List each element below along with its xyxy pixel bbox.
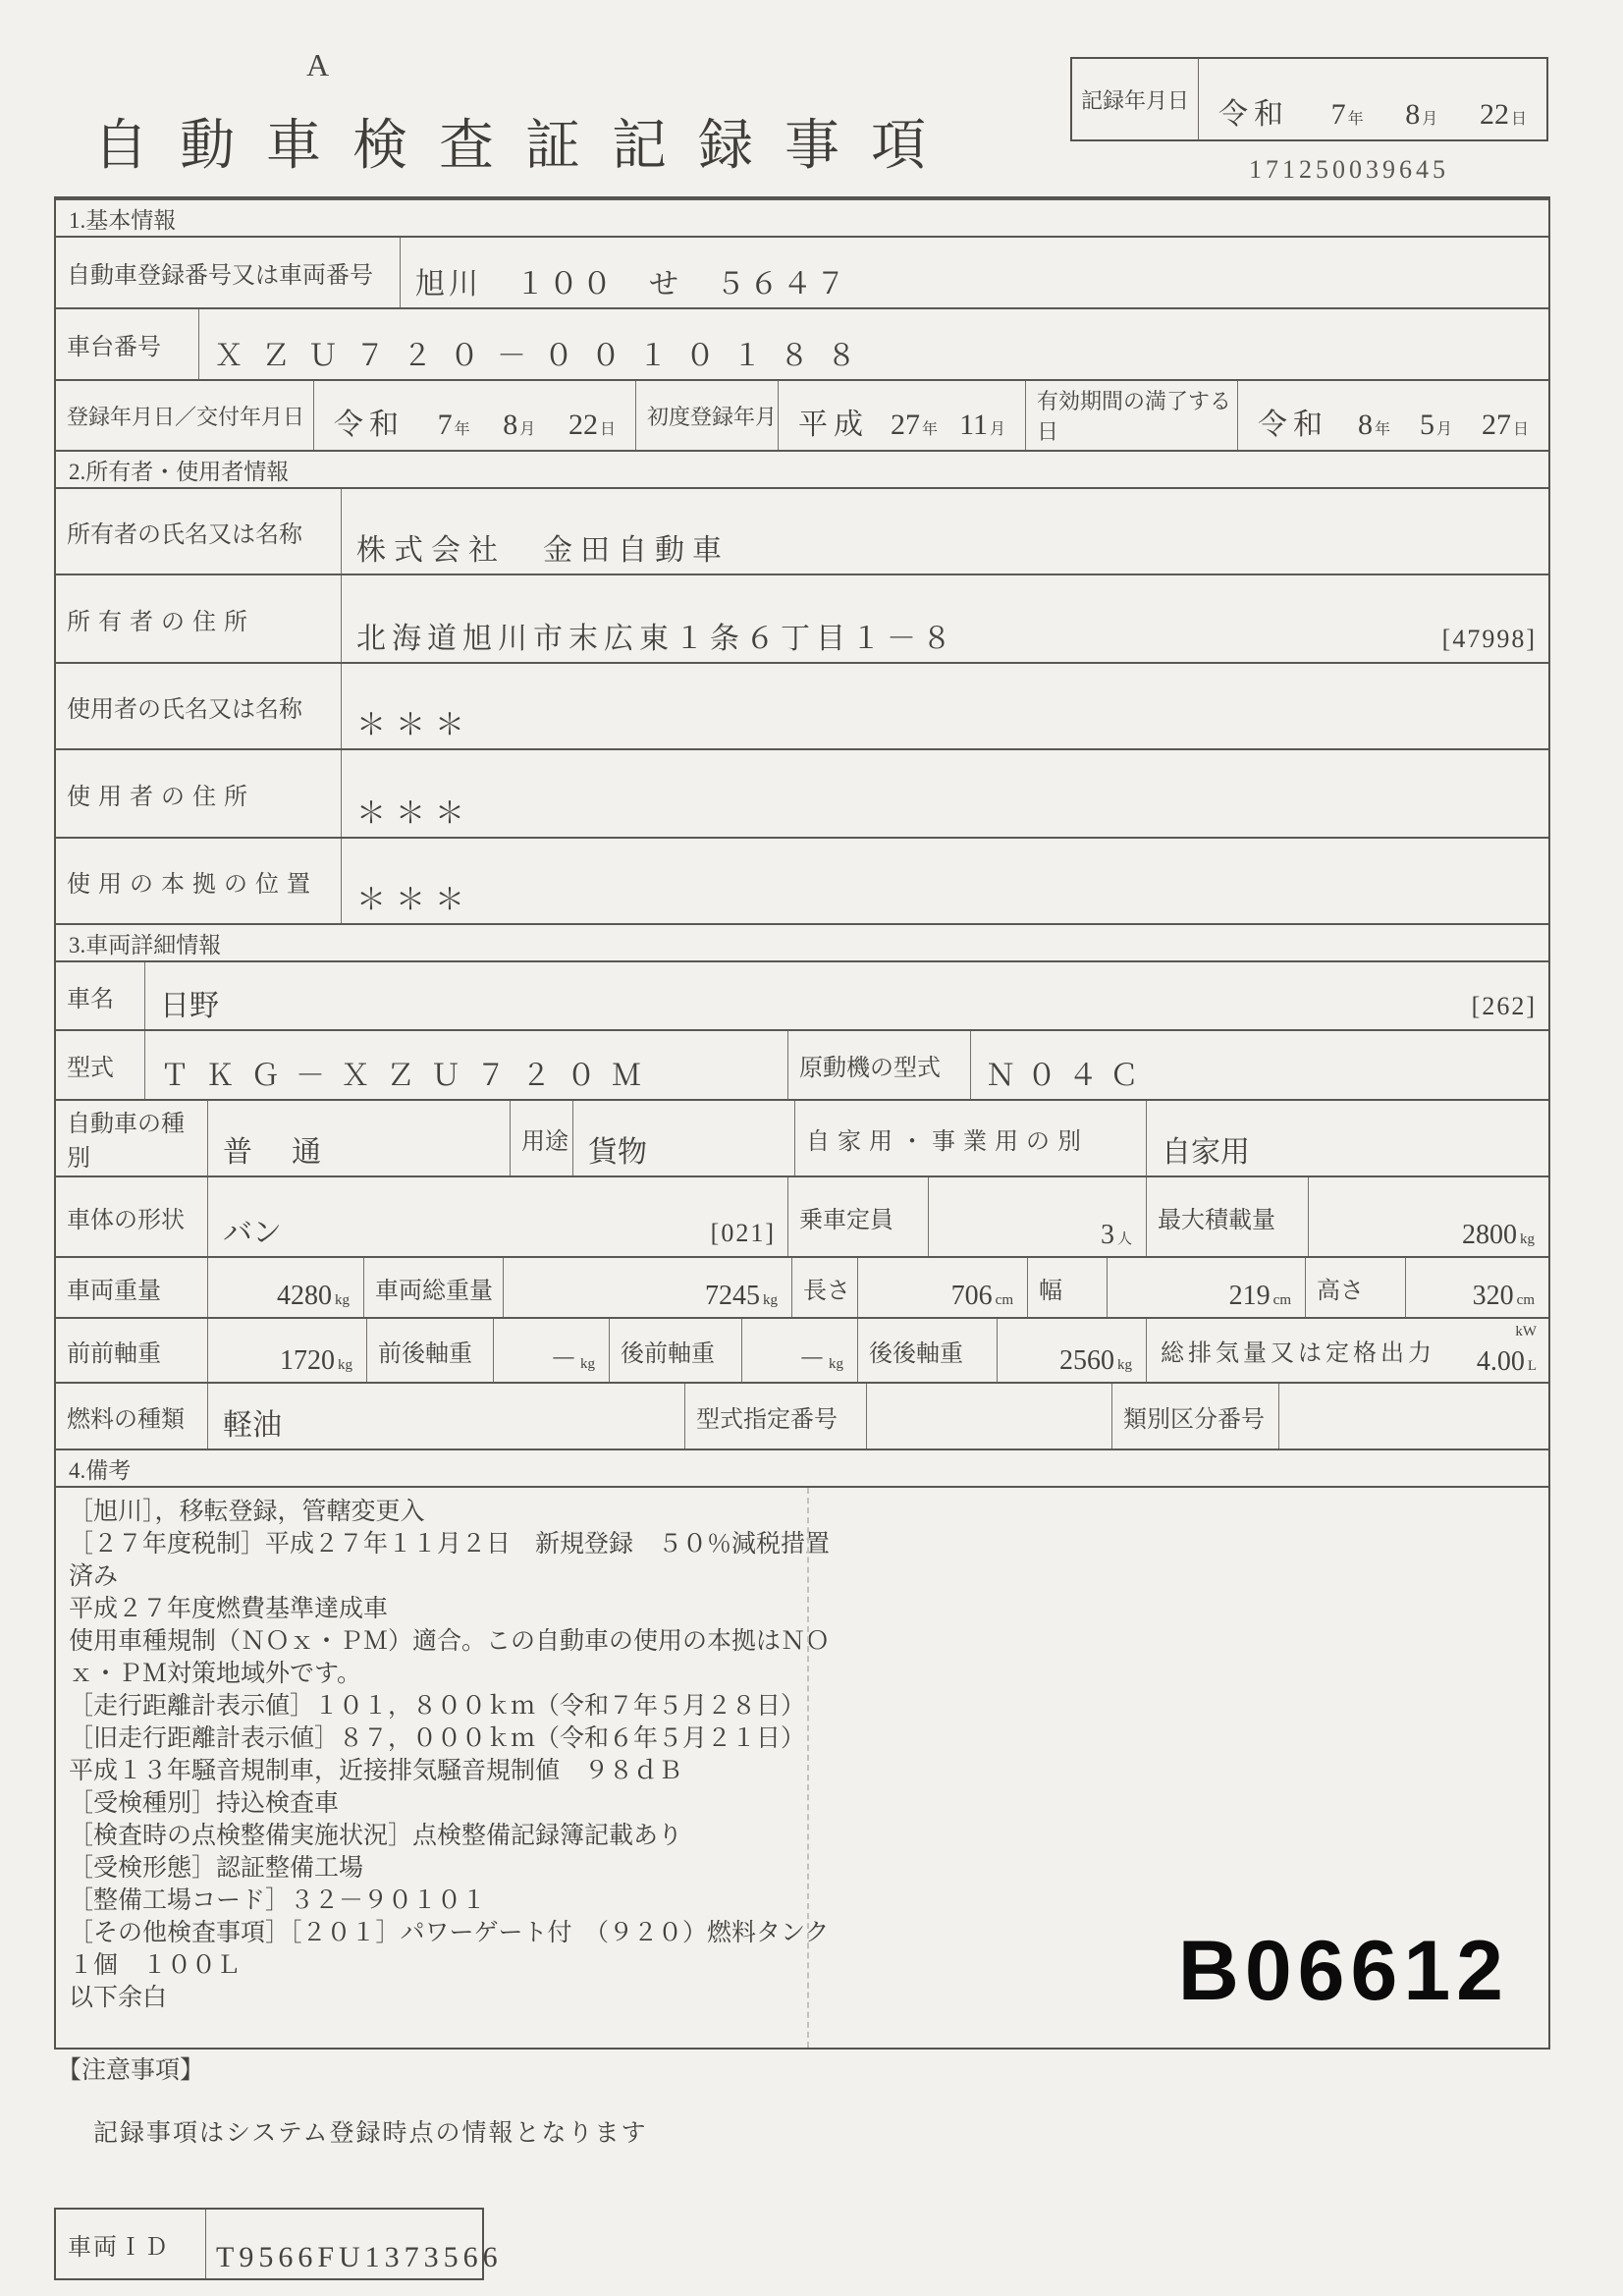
row-user-name: [56, 662, 1548, 748]
axle-front-rear-label: 前後軸重: [366, 1319, 493, 1382]
stamp-code: B06612: [1177, 1924, 1509, 2018]
record-date-value: [1199, 59, 1546, 139]
category-cell: [207, 1101, 510, 1175]
notice-heading: 【注意事項】: [57, 2057, 205, 2084]
body-shape-value: バン: [223, 1217, 282, 1249]
vehicle-id-cell: [206, 2210, 503, 2278]
record-date-year: 7 年: [1330, 98, 1364, 131]
length-label: 長さ: [791, 1258, 857, 1317]
record-date-label: 記録年月日: [1072, 59, 1199, 139]
user-name-value: ＊＊＊: [356, 709, 474, 741]
remark-line: ［旧走行距離計表示値］８７，０００ｋｍ（令和６年５月２１日）: [69, 1725, 806, 1752]
model-cell: [144, 1031, 787, 1099]
use-label: 用途: [510, 1101, 572, 1175]
height-cell: [1405, 1258, 1548, 1317]
remark-line: ［２７年度税制］平成２７年１１月２日 新規登録 ５０％減税措置済み: [69, 1531, 831, 1590]
first-registration-label: 初度登録年月: [635, 381, 778, 450]
engine-model-label: 原動機の型式: [787, 1031, 970, 1099]
max-load-cell: [1308, 1177, 1548, 1256]
expiry-date-day: 27 日: [1481, 409, 1529, 441]
vehicle-id-value: T9566FU1373566: [216, 2241, 503, 2273]
main-table: [54, 196, 1550, 2050]
fuel-type-label: 燃料の種類: [67, 1406, 185, 1433]
registration-date-day: 22 日: [568, 409, 616, 441]
vehicle-id-box: [54, 2208, 503, 2280]
section-basic-heading: 1.基本情報: [56, 198, 1548, 236]
expiry-date-era: 令和: [1258, 409, 1328, 441]
max-load-value: 2800 kg: [1462, 1220, 1535, 1250]
remark-line: ［受検種別］持込検査車: [69, 1790, 340, 1817]
axle-rear-front-label: 後前軸重: [609, 1319, 741, 1382]
height-label: 高さ: [1305, 1258, 1405, 1317]
row-owner-address: [56, 574, 1548, 662]
row-body-shape: [56, 1175, 1548, 1256]
owner-address-label: 所有者の住所: [67, 609, 255, 635]
axle-rear-front-value: － kg: [797, 1344, 843, 1375]
body-shape-code: [021]: [710, 1219, 776, 1247]
type-certification-label: 型式指定番号: [684, 1384, 866, 1449]
first-registration-month: 11 月: [959, 409, 1005, 441]
remark-line: ［その他検査事項］［２０１］パワーゲート付 （９２０）燃料タンク １個 １００Ｌ: [69, 1920, 854, 1979]
width-label: 幅: [1027, 1258, 1107, 1317]
owner-address-code: [47998]: [1441, 625, 1537, 653]
max-load-label: 最大積載量: [1146, 1177, 1308, 1256]
width-value: 219 cm: [1228, 1281, 1291, 1311]
expiry-date-month: 5 月: [1419, 409, 1452, 441]
row-make: [56, 960, 1548, 1029]
registration-number-value: 旭川 １００ せ ５６４７: [415, 268, 849, 301]
row-model: [56, 1029, 1548, 1099]
registration-date-label: 登録年月日／交付年月日: [67, 404, 305, 429]
owner-name-cell: [341, 489, 1548, 574]
remark-line: ［受検形態］認証整備工場: [69, 1855, 364, 1882]
document-number: 171250039645: [1249, 155, 1449, 184]
fuel-type-value: 軽油: [223, 1409, 282, 1442]
base-location-value: ＊＊＊: [356, 884, 474, 916]
model-value: ＴＫＧ－ＸＺＵ７２０Ｍ: [160, 1060, 657, 1092]
remark-line: ［走行距離計表示値］１０１，８００ｋｍ（令和７年５月２８日）: [69, 1693, 806, 1720]
remark-line: ［整備工場コード］３２－９０１０１: [69, 1887, 487, 1914]
displacement-cell: [1146, 1319, 1548, 1382]
user-address-cell: [341, 750, 1548, 837]
record-date-era: 令和: [1218, 98, 1289, 131]
width-cell: [1107, 1258, 1305, 1317]
remark-line: 平成１３年騒音規制車，近接排気騒音規制値 ９８ｄＢ: [69, 1758, 683, 1784]
row-base-location: [56, 837, 1548, 923]
user-address-label: 使用者の住所: [67, 784, 255, 810]
section-vehicle-heading: 3.車両詳細情報: [56, 923, 1548, 960]
capacity-label: 乗車定員: [787, 1177, 928, 1256]
notice-body: 記録事項はシステム登録時点の情報となります: [93, 2120, 648, 2147]
axle-front-rear-value: － kg: [549, 1344, 595, 1375]
registration-number-cell: [400, 238, 1548, 307]
use-cell: [572, 1101, 794, 1175]
expiry-date-cell: [1237, 381, 1548, 450]
remark-line: ［検査時の点検整備実施状況］点検整備記録簿記載あり: [69, 1823, 683, 1849]
body-shape-cell: [207, 1177, 787, 1256]
displacement-label: 総排気量又は定格出力: [1161, 1340, 1435, 1367]
remarks-box: [56, 1486, 1548, 2048]
axle-front-front-label: 前前軸重: [67, 1340, 161, 1367]
make-label: 車名: [67, 986, 114, 1012]
axle-front-front-value: 1720 kg: [280, 1345, 352, 1376]
base-location-cell: [341, 839, 1548, 923]
row-chassis-number: [56, 307, 1548, 379]
section-remarks-heading: 4.備考: [56, 1449, 1548, 1486]
height-value: 320 cm: [1472, 1281, 1535, 1311]
user-address-value: ＊＊＊: [356, 797, 474, 830]
remark-line: 使用車種規制（ＮＯｘ・ＰＭ）適合。この自動車の使用の本拠はＮＯｘ・ＰＭ対策地域外です。: [69, 1628, 831, 1687]
registration-date-year: 7 年: [437, 409, 470, 441]
axle-front-front-cell: [207, 1319, 366, 1382]
section-owner-heading: 2.所有者・使用者情報: [56, 450, 1548, 487]
record-date-day: 22 日: [1479, 98, 1527, 131]
displacement-value: 4.00 L: [1476, 1346, 1537, 1377]
first-registration-year: 27 年: [891, 409, 939, 441]
owner-address-value: 北海道旭川市末広東１条６丁目１－８: [356, 623, 957, 655]
row-weights: [56, 1256, 1548, 1317]
model-label: 型式: [67, 1056, 114, 1081]
record-date-month: 8 月: [1405, 98, 1438, 131]
private-business-cell: [1146, 1101, 1548, 1175]
row-category: [56, 1099, 1548, 1175]
axle-rear-rear-cell: [997, 1319, 1146, 1382]
axle-rear-rear-label: 後後軸重: [857, 1319, 997, 1382]
gross-weight-value: 7245 kg: [705, 1281, 778, 1311]
chassis-number-label: 車台番号: [67, 335, 161, 360]
vehicle-weight-value: 4280 kg: [277, 1281, 350, 1311]
row-fuel: [56, 1382, 1548, 1449]
registration-date-month: 8 月: [503, 409, 536, 441]
use-value: 貨物: [588, 1136, 647, 1169]
row-user-address: [56, 748, 1548, 837]
make-value: 日野: [160, 990, 219, 1022]
owner-name-label: 所有者の氏名又は名称: [67, 521, 302, 548]
capacity-cell: [928, 1177, 1146, 1256]
row-axle-weights: [56, 1317, 1548, 1382]
vehicle-weight-cell: [207, 1258, 363, 1317]
gross-weight-cell: [503, 1258, 791, 1317]
engine-model-cell: [970, 1031, 1548, 1099]
chassis-number-value: ＸＺＵ７２０－００１０１８８: [214, 340, 874, 372]
base-location-label: 使用の本拠の位置: [67, 871, 318, 898]
category-value: 普通: [223, 1136, 360, 1169]
make-cell: [144, 962, 1548, 1029]
user-name-label: 使用者の氏名又は名称: [67, 696, 302, 723]
length-value: 706 cm: [950, 1281, 1013, 1311]
owner-name-value: 株式会社 金田自動車: [356, 534, 730, 567]
owner-address-cell: [341, 575, 1548, 662]
class-number-cell: [1278, 1384, 1548, 1449]
first-registration-cell: [778, 381, 1025, 450]
axle-rear-rear-value: 2560 kg: [1059, 1345, 1132, 1376]
remarks-column-divider: [807, 1488, 809, 2048]
length-cell: [857, 1258, 1027, 1317]
private-business-value: 自家用: [1162, 1136, 1250, 1169]
fuel-type-cell: [207, 1384, 684, 1449]
category-label: 自動車の種別: [67, 1112, 185, 1172]
class-number-label: 類別区分番号: [1111, 1384, 1278, 1449]
displacement-kw-unit: kW: [1515, 1324, 1537, 1339]
expiry-date-label: 有効期間の満了する日: [1025, 381, 1237, 450]
remark-line: 以下余白: [69, 1985, 168, 2011]
make-code: [262]: [1471, 992, 1537, 1020]
type-certification-cell: [866, 1384, 1111, 1449]
remark-line: 平成２７年度燃費基準達成車: [69, 1596, 389, 1622]
axle-rear-front-cell: [741, 1319, 857, 1382]
page-mark: A: [306, 47, 330, 82]
remarks-text: [69, 1496, 854, 2014]
engine-model-value: Ｎ０４Ｃ: [986, 1060, 1151, 1092]
record-date-box: [1070, 57, 1548, 141]
page-title: 自動車検査証記録事項: [93, 116, 957, 177]
capacity-value: 3 人: [1100, 1220, 1132, 1250]
vehicle-weight-label: 車両重量: [67, 1278, 161, 1304]
registration-date-era: 令和: [334, 409, 405, 441]
row-owner-name: [56, 487, 1548, 574]
axle-front-rear-cell: [493, 1319, 609, 1382]
expiry-date-year: 8 年: [1357, 409, 1390, 441]
user-name-cell: [341, 664, 1548, 748]
body-shape-label: 車体の形状: [67, 1207, 185, 1233]
vehicle-id-label: 車両ＩＤ: [56, 2210, 206, 2278]
registration-date-cell: [313, 381, 635, 450]
remark-line: ［旭川］，移転登録，管轄変更入: [69, 1499, 425, 1525]
private-business-label: 自家用・事業用の別: [794, 1101, 1146, 1175]
row-dates: [56, 379, 1548, 450]
gross-weight-label: 車両総重量: [363, 1258, 503, 1317]
row-registration-number: [56, 236, 1548, 307]
registration-number-label: 自動車登録番号又は車両番号: [67, 263, 373, 289]
chassis-number-cell: [198, 309, 1548, 379]
first-registration-era: 平成: [798, 409, 869, 441]
